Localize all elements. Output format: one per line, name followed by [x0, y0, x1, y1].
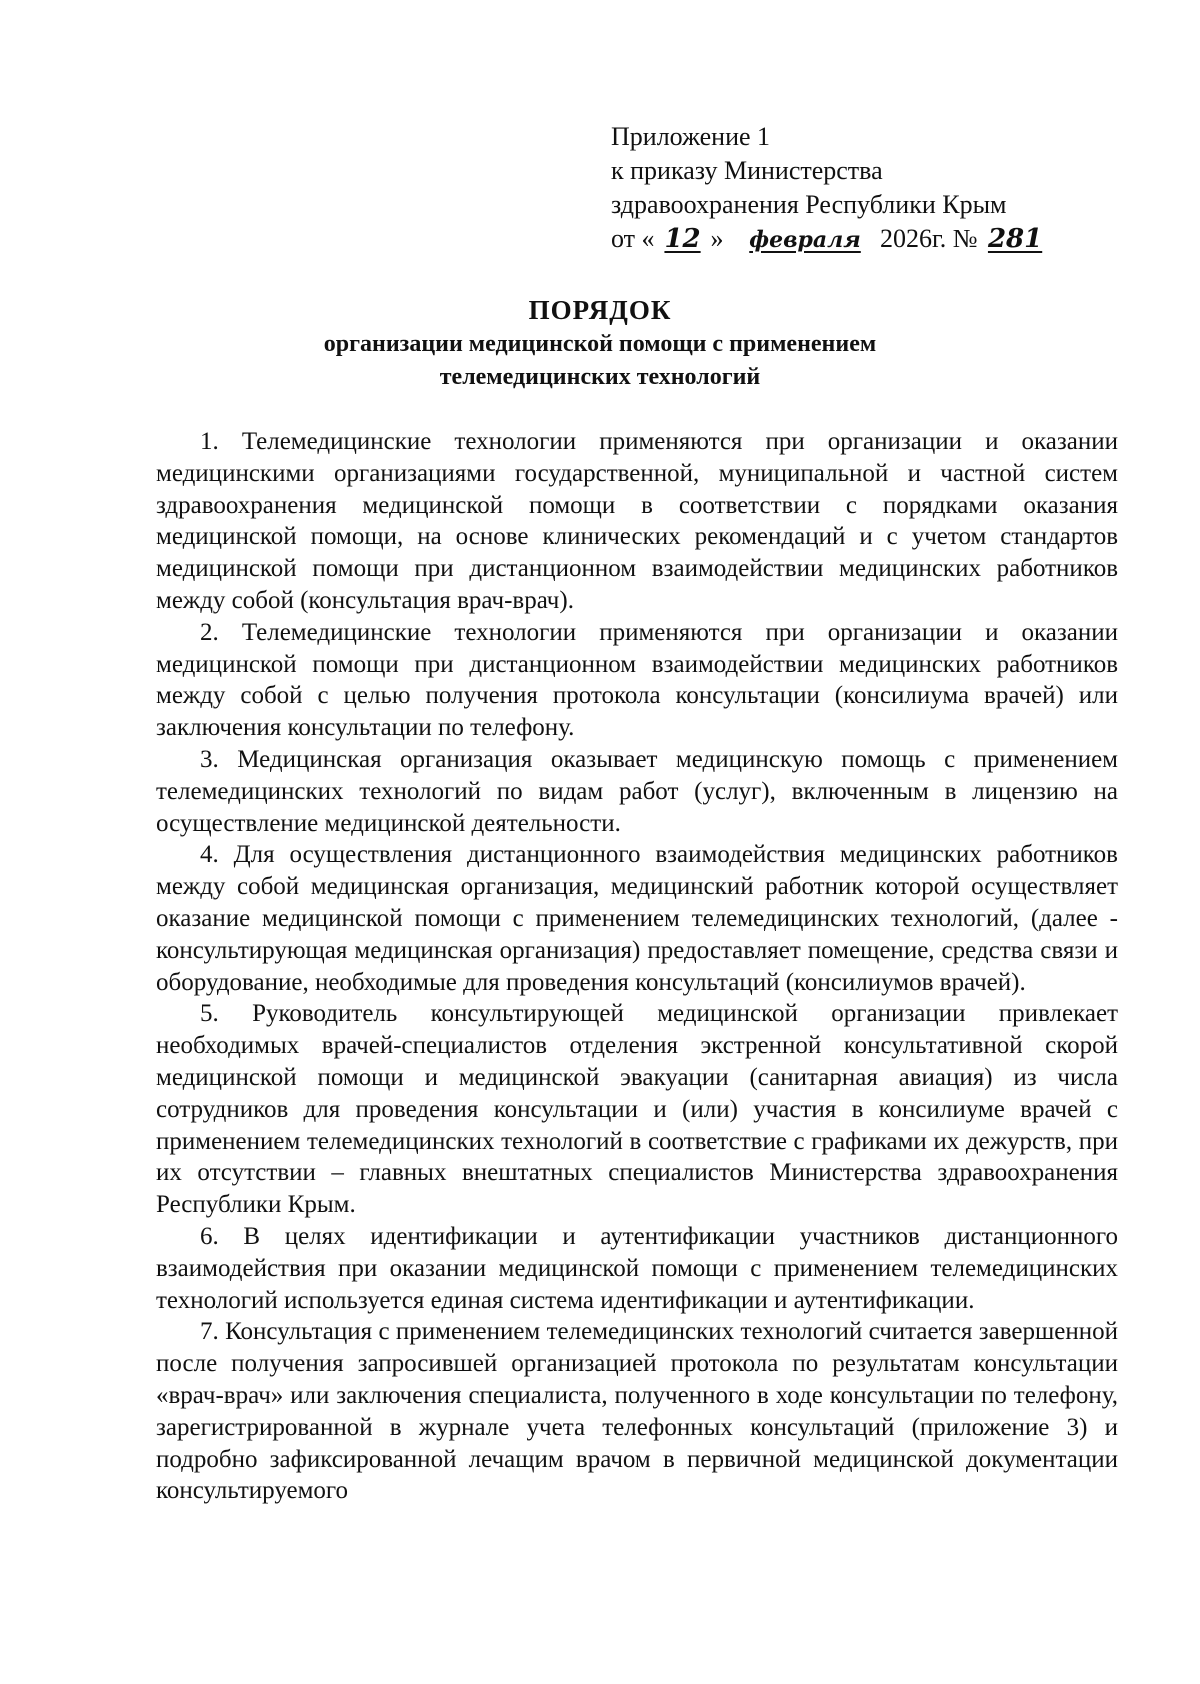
- date-prefix: от «: [611, 224, 655, 253]
- order-reference: к приказу Министерства: [611, 156, 883, 185]
- document-title: [150, 292, 1050, 394]
- appendix-number: Приложение 1: [611, 122, 771, 151]
- document-body: [156, 426, 1118, 1507]
- paragraph-5: 5. Руководитель консультирующей медицинской организации привлекает необходимых врачей-специалистов отделения экстренной консультативной скорой медицинской помощи и медицинской эвакуации (санитарная авиация) из числа сотрудников для проведения консультации и (или) участия в консилиуме врачей с применением телемедицинских технологий в соответствие с графиками их дежурств, при их отсутствии – главных внештатных специалистов Министерства здравоохранения Республики Крым.: [156, 1000, 1118, 1219]
- date-year: 2026г. №: [880, 224, 978, 253]
- handwritten-order-number: 281: [987, 224, 1043, 254]
- handwritten-day: 12: [664, 224, 701, 254]
- date-mid: »: [710, 224, 724, 253]
- order-date-line: [611, 222, 1111, 257]
- paragraph-6: 6. В целях идентификации и аутентификации участников дистанционного взаимодействия при оказании медицинской помощи с применением телемедицинских технологий используется единая система идентификации и аутентификации.: [156, 1222, 1118, 1314]
- title-subtitle-line-2: телемедицинских технологий: [439, 364, 761, 390]
- title-main: ПОРЯДОК: [528, 295, 672, 325]
- handwritten-month: февраля: [749, 227, 861, 253]
- title-subtitle-line-1: организации медицинской помощи с применением: [323, 331, 877, 357]
- paragraph-7: 7. Консультация с применением телемедицинских технологий считается завершенной после получения запросившей организацией протокола по результатам консультации «врач-врач» или заключения специалиста, полученного в ходе консультации по телефону, зарегистрированной в журнале учета телефонных консультаций (приложение 3) и подробно зафиксированной лечащим врачом в первичной медицинской документации консультируемого: [156, 1318, 1118, 1505]
- paragraph-1: 1. Телемедицинские технологии применяются при организации и оказании медицинскими организациями государственной, муниципальной и частной систем здравоохранения медицинской помощи в соответствии с порядками оказания медицинской помощи, на основе клинических рекомендаций и с учетом стандартов медицинской помощи при дистанционном взаимодействии медицинских работников между собой (консультация врач-врач).: [156, 428, 1118, 614]
- ministry-name: здравоохранения Республики Крым: [611, 190, 1007, 219]
- paragraph-4: 4. Для осуществления дистанционного взаимодействия медицинских работников между собой медицинская организация, медицинский работник которой осуществляет оказание медицинской помощи с применением телемедицинских технологий, (далее - консультирующая медицинская организация) предоставляет помещение, средства связи и оборудование, необходимые для проведения консультаций (консилиумов врачей).: [156, 841, 1118, 996]
- paragraph-2: 2. Телемедицинские технологии применяются при организации и оказании медицинской помощи при дистанционном взаимодействии медицинских работников между собой с целью получения протокола консультации (консилиума врачей) или заключения консультации по телефону.: [156, 618, 1118, 742]
- appendix-header: [611, 120, 1111, 257]
- paragraph-3: 3. Медицинская организация оказывает медицинскую помощь с применением телемедицинских технологий по видам работ (услуг), включенным в лицензию на осуществление медицинской деятельности.: [156, 745, 1118, 837]
